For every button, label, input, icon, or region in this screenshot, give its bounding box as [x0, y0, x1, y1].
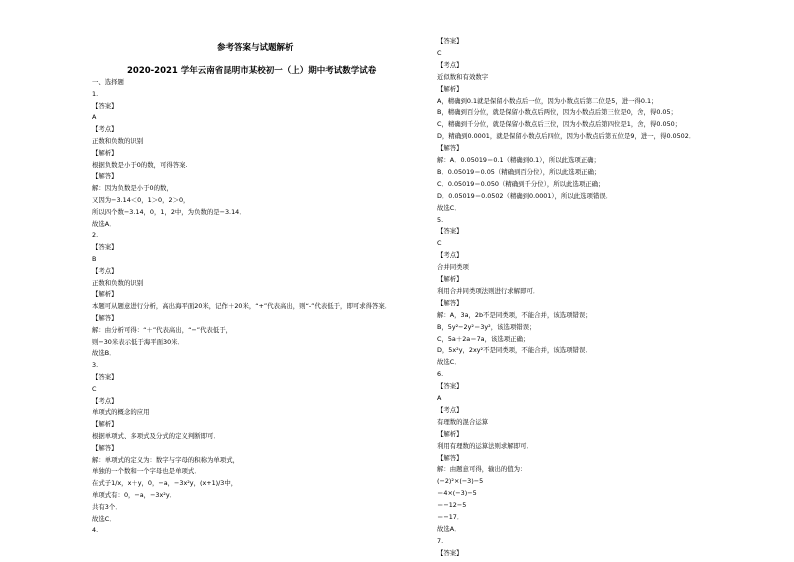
text-line: 【解析】: [437, 429, 463, 438]
text-line: A，精确到0.1就是保留小数点后一位，因为小数点后第二位是5，进一得0.1；: [437, 96, 658, 105]
text-line: 正数和负数的识别: [92, 278, 144, 287]
text-line: ＝4×(−3)−5: [437, 489, 477, 498]
text-line: 合并同类项: [437, 263, 469, 272]
text-line: D，精确到0.0001，就是保留小数点后四位，因为小数点后第五位是9，进一，得0.0502．: [437, 132, 696, 141]
text-line: 又因为−3.14＜0，1＞0，2＞0，: [92, 196, 190, 204]
text-line: 【考点】: [92, 266, 118, 275]
text-line: 故选A．: [437, 524, 461, 533]
text-line: 单项式的概念的应用: [92, 408, 150, 417]
text-line: D．0.05019＝0.0502（精确到0.0001），所以此选项错误．: [437, 191, 613, 200]
text-line: 【考点】: [437, 60, 463, 69]
text-line: 故选C．: [437, 203, 461, 212]
text-line: 【解析】: [92, 148, 118, 157]
text-line: C，5a＋2a＝7a，该选项正确；: [437, 334, 530, 343]
text-line: 【解答】: [92, 443, 118, 452]
text-line: 【考点】: [437, 405, 463, 414]
text-line: 解：因为负数是小于0的数，: [92, 184, 173, 193]
text-line: 解：由分析可得：“＋”代表高出，“−”代表低于，: [92, 325, 233, 334]
text-line: 【解答】: [437, 144, 463, 153]
text-line: 故选B．: [92, 349, 116, 358]
text-line: 则−30米表示低于海平面30米．: [92, 337, 184, 346]
text-line: 有理数的混合运算: [437, 417, 489, 426]
text-line: 6.: [437, 370, 444, 379]
text-line: C，精确到千分位，就是保留小数点后三位，因为小数点后第四位是1，舍，得0.050；: [437, 120, 682, 129]
text-line: C．0.05019＝0.050（精确到千分位），所以此选项正确；: [437, 179, 605, 188]
text-line: 【解析】: [92, 290, 118, 299]
text-line: C: [437, 239, 442, 248]
text-line: 4.: [92, 526, 99, 535]
text-line: ＝−12−5: [437, 501, 467, 510]
text-line: (−2)²×(−3)−5: [437, 477, 484, 486]
text-line: 根据单项式、多项式及分式的定义判断即可．: [92, 432, 220, 440]
text-line: 【答案】: [437, 37, 463, 45]
text-line: 故选C．: [92, 514, 116, 523]
document-subtitle: 2020-2021 学年云南省昆明市某校初一（上）期中考试数学试卷: [127, 66, 377, 76]
text-line: 【考点】: [92, 125, 118, 134]
text-line: 近似数和有效数字: [437, 72, 489, 81]
text-line: 7.: [437, 536, 444, 545]
text-line: 在式子1/x，x＋y，0，−a，−3x²y，(x+1)/3中，: [92, 479, 238, 488]
text-line: 【考点】: [92, 396, 118, 405]
document-title: 参考答案与试题解析: [217, 43, 294, 53]
text-line: 【答案】: [92, 101, 118, 110]
text-line: 一、选择题: [92, 78, 124, 86]
text-line: B: [92, 255, 97, 263]
text-line: 解：A．0.05019＝0.1（精确到0.1），所以此选项正确；: [437, 156, 600, 164]
text-line: 解：单项式的定义为：数字与字母的积称为单项式，: [92, 455, 239, 464]
text-line: 【解析】: [92, 420, 118, 429]
text-line: B，5y²−2y²＝3y²，该选项错误；: [437, 322, 536, 331]
text-line: 2.: [92, 231, 99, 240]
text-line: 【解答】: [92, 172, 118, 181]
text-line: A: [92, 113, 97, 122]
text-line: D，5x²y，2xy²不是同类项，不能合并，该选项错误．: [437, 346, 592, 355]
text-line: ＝−17．: [437, 513, 464, 521]
text-line: 利用有理数的运算法则求解即可．: [437, 441, 533, 450]
text-line: 解：由题意可得，输出的值为：: [437, 465, 527, 474]
text-line: 【解答】: [437, 453, 463, 462]
text-line: 解：A，3a，2b不是同类项，不能合并，该选项错误；: [437, 310, 592, 319]
text-line: 本题可从题意进行分析，高出海平面20米，记作＋20米，“+”代表高出，则“-”代表低于，即可求得答案．: [92, 302, 392, 311]
text-line: 【解析】: [437, 84, 463, 93]
text-line: 单项式有：0，−a，−3x²y．: [92, 491, 177, 499]
text-line: 故选A．: [92, 219, 116, 228]
text-line: C: [92, 384, 97, 393]
text-line: 根据负数是小于0的数，可得答案.: [92, 160, 188, 169]
text-line: 【答案】: [437, 382, 463, 391]
text-line: 1.: [92, 89, 99, 98]
text-line: 【答案】: [92, 373, 118, 381]
text-line: 【答案】: [92, 243, 118, 252]
text-line: 5.: [437, 215, 444, 224]
text-line: 所以四个数−3.14，0，1，2中，为负数的是−3.14．: [92, 207, 246, 216]
text-line: 【考点】: [437, 251, 463, 260]
text-line: 利用合并同类项法则进行求解即可．: [437, 286, 540, 295]
text-line: C: [437, 48, 442, 57]
text-line: B．0.05019＝0.05（精确到百分位），所以此选项正确；: [437, 167, 601, 176]
text-line: 【答案】: [437, 548, 463, 557]
text-line: 正数和负数的识别: [92, 137, 144, 145]
text-line: B，精确到百分位，就是保留小数点后两位，因为小数点后第三位是0，舍，得0.05；: [437, 108, 677, 117]
text-line: 【解析】: [437, 275, 463, 283]
text-line: 【解答】: [437, 298, 463, 307]
text-line: 【答案】: [437, 227, 463, 236]
text-line: A: [437, 394, 442, 402]
text-line: 【解答】: [92, 314, 118, 322]
text-line: 单独的一个数和一个字母也是单项式．: [92, 467, 201, 476]
text-line: 共有3个．: [92, 502, 122, 511]
text-line: 故选C．: [437, 358, 461, 367]
text-line: 3.: [92, 361, 99, 370]
